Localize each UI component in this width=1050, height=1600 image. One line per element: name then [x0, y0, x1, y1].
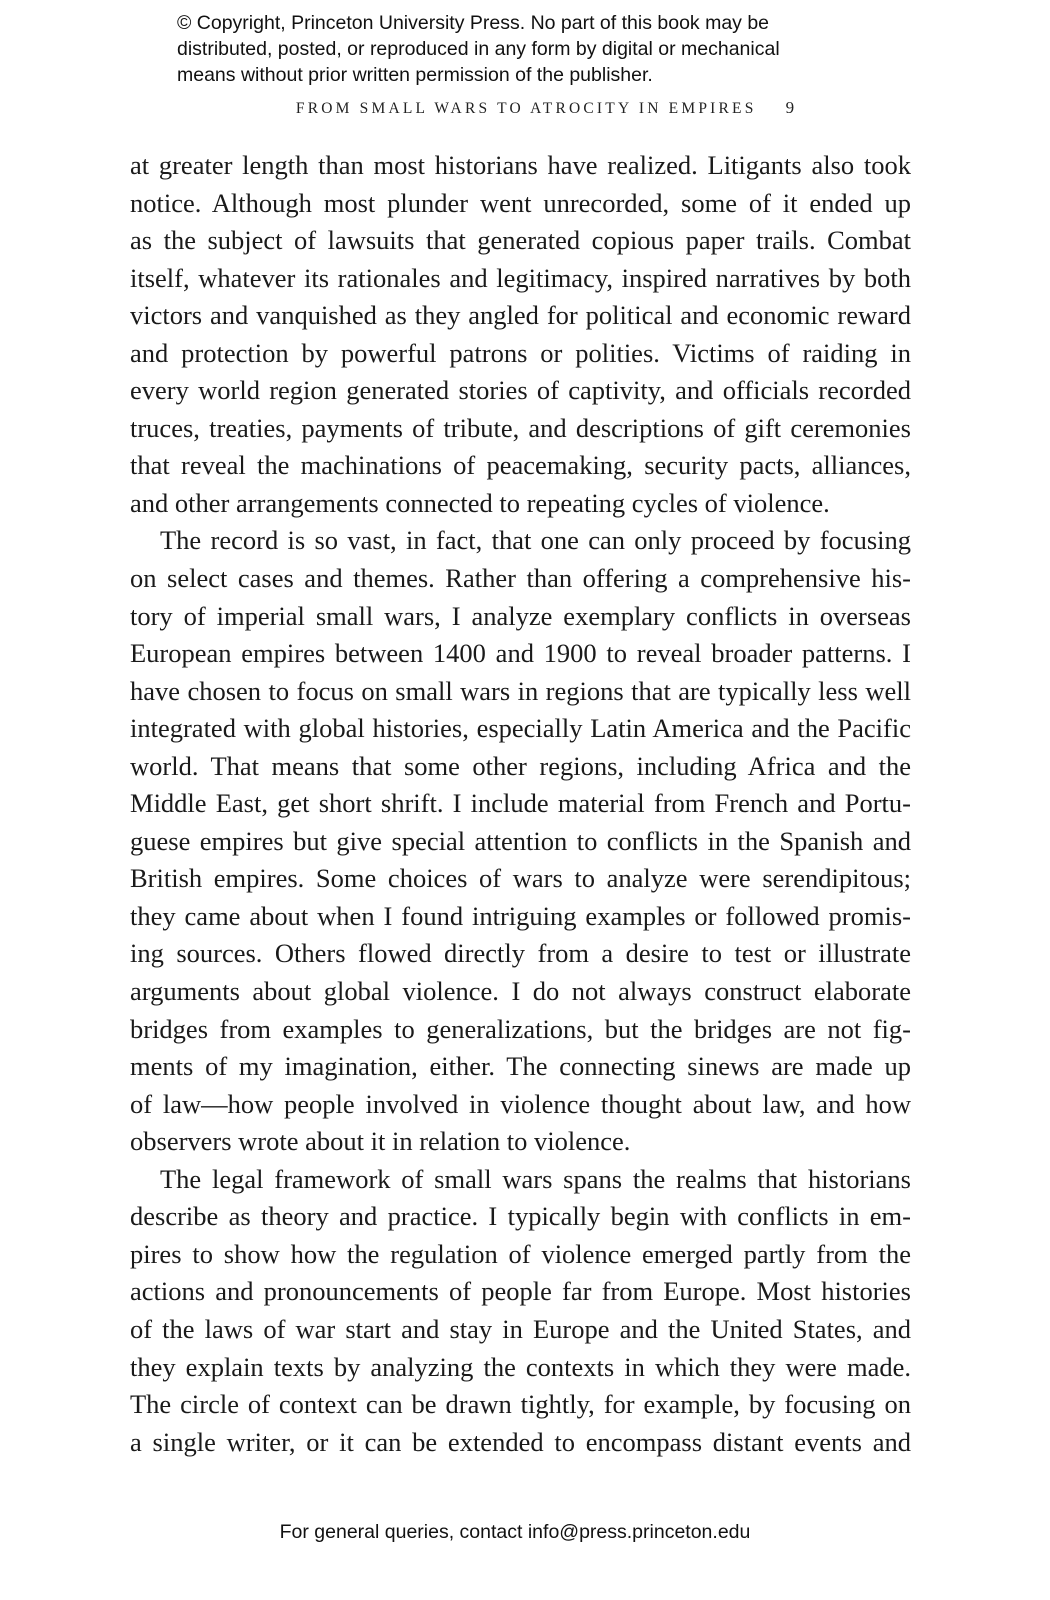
text-line: as the subject of lawsuits that generated copious paper trails. Combat — [130, 225, 911, 256]
text-line: they explain texts by analyzing the contexts in which they were made. — [130, 1351, 911, 1382]
text-line: ments of my imagination, either. The connecting sinews are made up — [130, 1051, 911, 1082]
text-line: at greater length than most historians have realized. Litigants also took — [130, 150, 911, 180]
text-line: describe as theory and practice. I typically begin with conflicts in em- — [130, 1201, 911, 1232]
page-number: 9 — [785, 98, 795, 117]
text-line: they came about when I found intriguing examples or followed promis- — [130, 900, 911, 931]
paragraph — [130, 1161, 911, 1461]
text-line: every world region generated stories of captivity, and officials recorded — [130, 375, 911, 406]
text-line: pires to show how the regulation of violence emerged partly from the — [130, 1238, 911, 1269]
text-line: guese empires but give special attention to conflicts in the Spanish and — [130, 825, 911, 856]
text-line: integrated with global histories, especially Latin America and the Pacific — [130, 713, 911, 744]
running-head-title: FROM SMALL WARS TO ATROCITY IN EMPIRES — [295, 100, 757, 117]
text-line: Middle East, get short shrift. I include material from French and Portu- — [130, 788, 911, 819]
text-line: a single writer, or it can be extended to encompass distant events and — [130, 1426, 911, 1457]
running-head — [0, 98, 1050, 118]
text-line: The circle of context can be drawn tightly, for example, by focusing on — [130, 1389, 911, 1420]
text-line: world. That means that some other regions, including Africa and the — [130, 750, 911, 781]
contact-email-link[interactable]: info@press.princeton.edu — [527, 1521, 751, 1543]
text-line: The record is so vast, in fact, that one can only proceed by focusing — [160, 525, 911, 556]
text-line: have chosen to focus on small wars in regions that are typically less well — [130, 675, 911, 706]
text-line: itself, whatever its rationales and legitimacy, inspired narratives by both — [130, 262, 911, 293]
text-line: bridges from examples to generalizations, but the bridges are not fig- — [130, 1013, 911, 1044]
text-line: notice. Although most plunder went unrecorded, some of it ended up — [130, 187, 911, 218]
paragraph — [130, 147, 911, 522]
text-line: and protection by powerful patrons or polities. Victims of raiding in — [130, 337, 911, 368]
text-line: arguments about global violence. I do not always construct elaborate — [130, 976, 911, 1007]
text-line: The legal framework of small wars spans the realms that historians — [160, 1163, 911, 1194]
text-line: observers wrote about it in relation to violence. — [130, 1126, 631, 1157]
text-line: victors and vanquished as they angled for political and economic reward — [130, 300, 911, 331]
copyright-line: means without prior written permission of the publisher. — [177, 64, 653, 86]
text-line: and other arrangements connected to repeating cycles of violence. — [130, 487, 830, 518]
copyright-notice — [177, 10, 877, 88]
text-line: on select cases and themes. Rather than offering a comprehensive his- — [130, 563, 911, 594]
text-line: ing sources. Others flowed directly from a desire to test or illustrate — [130, 938, 911, 969]
text-line: that reveal the machinations of peacemaking, security pacts, alliances, — [130, 450, 911, 481]
body-text — [130, 147, 911, 1461]
contact-footer — [0, 1521, 1030, 1544]
text-line: tory of imperial small wars, I analyze exemplary conflicts in overseas — [130, 600, 911, 631]
text-line: of law—how people involved in violence thought about law, and how — [130, 1088, 911, 1119]
footer-text: For general queries, contact — [279, 1521, 528, 1543]
paragraph — [130, 522, 911, 1160]
text-line: actions and pronouncements of people far from Europe. Most histories — [130, 1276, 911, 1307]
copyright-line: distributed, posted, or reproduced in any form by digital or mechanical — [177, 38, 780, 60]
text-line: of the laws of war start and stay in Europe and the United States, and — [130, 1313, 911, 1344]
text-line: British empires. Some choices of wars to analyze were serendipitous; — [130, 863, 911, 894]
copyright-line: © Copyright, Princeton University Press. No part of this book may be — [177, 12, 770, 34]
text-line: European empires between 1400 and 1900 to reveal broader patterns. I — [130, 638, 911, 669]
text-line: truces, treaties, payments of tribute, and descriptions of gift ceremonies — [130, 412, 911, 443]
